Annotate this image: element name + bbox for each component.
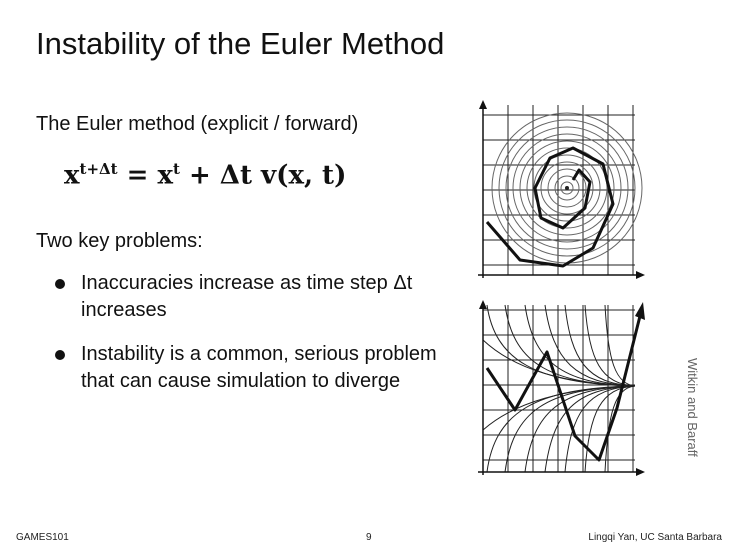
bullet-dot-icon	[55, 350, 65, 360]
divergent-path	[487, 312, 641, 460]
bullet-dot-icon	[55, 279, 65, 289]
slide-title: Instability of the Euler Method	[36, 26, 445, 61]
bullet-text: Inaccuracies increase as time step Δt increases	[81, 272, 413, 321]
eq-mid-sup: t	[172, 160, 180, 178]
figure-credit: Witkin and Baraff	[685, 358, 700, 457]
axis-arrow-icon	[636, 271, 645, 279]
stiff-divergence-figure	[475, 300, 645, 480]
eq-lhs: x	[64, 160, 80, 191]
eq-mid: = x	[117, 160, 173, 191]
bullet-text: Instability is a common, serious problem that can cause simulation to diverge	[81, 343, 437, 392]
footer-author: Lingqi Yan, UC Santa Barbara	[588, 532, 722, 543]
axis-arrow-icon	[636, 468, 645, 476]
eq-lhs-sup: t+Δt	[79, 160, 118, 178]
page-number: 9	[366, 532, 372, 543]
footer-course: GAMES101	[16, 532, 69, 543]
axis-arrow-icon	[479, 100, 487, 109]
axis-arrow-icon	[479, 300, 487, 309]
euler-equation	[64, 160, 346, 191]
problems-heading: Two key problems:	[36, 230, 203, 252]
eq-rhs: + Δt v(x, t)	[179, 160, 347, 191]
path-arrow-icon	[635, 302, 645, 320]
center-point	[565, 186, 569, 190]
spiral-instability-figure	[475, 100, 645, 282]
euler-method-heading: The Euler method (explicit / forward)	[36, 113, 359, 135]
